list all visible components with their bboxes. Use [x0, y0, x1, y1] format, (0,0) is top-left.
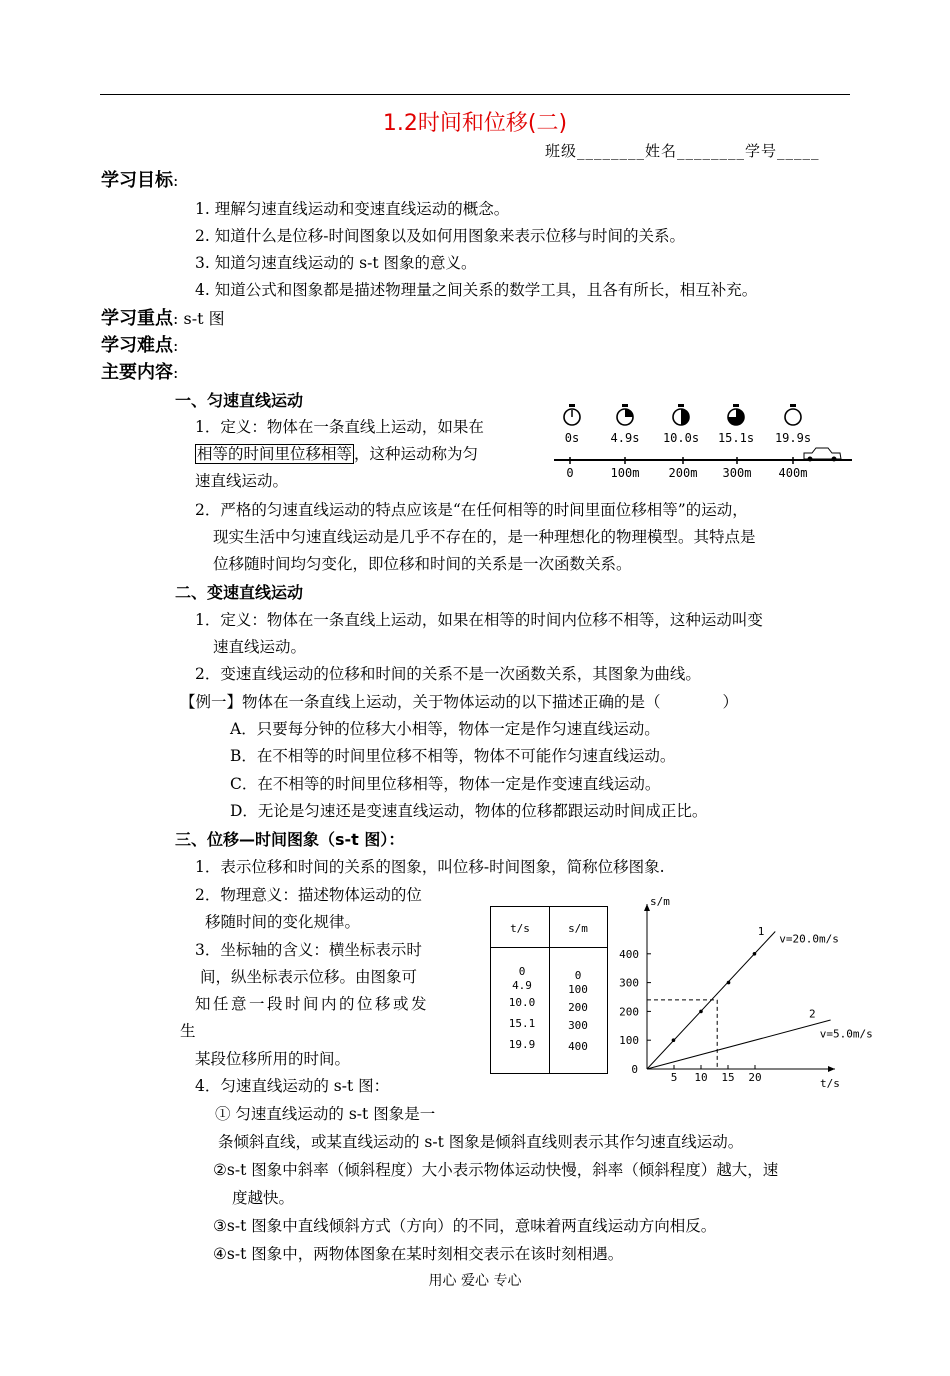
- series-2-name: 2: [809, 1007, 816, 1021]
- x-axis-label: t/s: [820, 1077, 840, 1090]
- page-title: 1.2时间和位移(二): [382, 111, 568, 136]
- table-cell-t: 4.9: [512, 979, 532, 992]
- car-icon: [804, 448, 841, 462]
- series-1-point: [753, 952, 757, 956]
- conclusion-2-line1: ②s-t 图象中斜率（倾斜程度）大小表示物体运动快慢，斜率（倾斜程度）越大，速: [213, 1161, 779, 1179]
- section2-p1-line2: 速直线运动。: [213, 638, 307, 656]
- x-tick-label: 10: [694, 1071, 708, 1084]
- section2-p2: 2．变速直线运动的位移和时间的关系不是一次函数关系，其图象为曲线。: [195, 665, 701, 683]
- section2-heading: 二、变速直线运动: [175, 583, 304, 602]
- conclusion-1-line2: 条倾斜直线，或某直线运动的 s-t 图象是倾斜直线则表示其作匀速直线运动。: [218, 1133, 744, 1151]
- distance-label: 0: [566, 466, 574, 480]
- stopwatch-timeline-figure: [552, 402, 854, 482]
- table-cell-t: 0: [518, 965, 526, 978]
- conclusion-3: ③s-t 图象中直线倾斜方式（方向）的不同，意味着两直线运动方向相反。: [213, 1217, 717, 1235]
- x-axis-arrow: [828, 1066, 835, 1072]
- conclusion-4: ④s-t 图象中，两物体图象在某时刻相交表示在该时刻相遇。: [213, 1245, 624, 1263]
- table-cell-s: 200: [568, 1001, 588, 1014]
- table-cell-t: 19.9: [508, 1038, 536, 1051]
- stopwatch-icon: [785, 404, 801, 425]
- distance-label: 400m: [778, 466, 808, 480]
- stopwatch-icon: [564, 404, 580, 425]
- y-axis-label: s/m: [650, 895, 670, 908]
- option-d: D．无论是匀速还是变速直线运动，物体的位移都跟运动时间成正比。: [230, 802, 708, 820]
- section3-p3-line1: 3．坐标轴的含义：横坐标表示时: [195, 941, 422, 959]
- x-tick-label: 20: [748, 1071, 762, 1084]
- goal-item: 1. 理解匀速直线运动和变速直线运动的概念。: [195, 200, 510, 218]
- goal-item: 2. 知道什么是位移-时间图象以及如何用图象来表示位移与时间的关系。: [195, 227, 685, 245]
- class-name-number-line: 班级________姓名________学号_____: [545, 142, 820, 160]
- stopwatch-time-label: 10.0s: [662, 431, 700, 445]
- section3-p4: 4．匀速直线运动的 s-t 图：: [195, 1077, 390, 1095]
- x-tick-label: 5: [670, 1071, 678, 1084]
- section3-p3-line3: 知任意一段时间内的位移或发: [195, 995, 430, 1013]
- section3-p1: 1．表示位移和时间的关系的图象，叫位移-时间图象，简称位移图象.: [195, 858, 665, 876]
- section3-p2-line1: 2．物理意义：描述物体运动的位: [195, 886, 422, 904]
- section3-p3-line4: 生: [180, 1022, 196, 1040]
- goal-item: 3. 知道匀速直线运动的 s-t 图象的意义。: [195, 254, 477, 272]
- table-cell-s: 0: [574, 969, 582, 982]
- distance-label: 300m: [722, 466, 752, 480]
- series-2-line: [647, 1020, 831, 1069]
- section1-p2-line1: 2．严格的匀速直线运动的特点应该是“在任何相等的时间里面位移相等”的运动，: [195, 501, 748, 519]
- series-2-velocity: v=5.0m/s: [819, 1027, 873, 1041]
- goals-heading: 学习目标:: [101, 170, 179, 191]
- time-displacement-table: [490, 906, 608, 1074]
- series-1-name: 1: [757, 925, 765, 939]
- conclusion-1-line1: ① 匀速直线运动的 s-t 图象是一: [215, 1105, 436, 1123]
- section3-heading: 三、位移—时间图象（s-t 图）：: [175, 830, 405, 849]
- series-1-line: [647, 932, 775, 1069]
- key-point-heading: 学习重点: s-t 图: [101, 308, 225, 329]
- section1-definition-line2: 相等的时间里位移相等 ，这种运动称为匀: [197, 445, 479, 463]
- table-cell-s: 300: [568, 1019, 588, 1032]
- table-header-s: s/m: [568, 922, 588, 935]
- goal-item: 4. 知道公式和图象都是描述物理量之间关系的数学工具，且各有所长，相互补充。: [195, 281, 758, 299]
- section1-definition-line3: 速直线运动。: [195, 472, 289, 490]
- table-header-t: t/s: [510, 922, 530, 935]
- table-cell-s: 100: [568, 983, 588, 996]
- section3-p3-line5: 某段位移所用的时间。: [195, 1050, 351, 1068]
- y-tick-label: 200: [619, 1005, 639, 1019]
- series-1-point: [727, 981, 731, 985]
- stopwatch-icon: [673, 404, 689, 425]
- table-cell-s: 400: [568, 1040, 588, 1053]
- distance-label: 200m: [668, 466, 698, 480]
- y-tick-label: 400: [619, 947, 639, 961]
- option-a: A．只要每分钟的位移大小相等，物体一定是作匀速直线运动。: [230, 720, 660, 738]
- stopwatch-icon: [728, 404, 744, 425]
- series-1-point: [699, 1010, 703, 1014]
- footer-motto: 用心 爱心 专心: [428, 1273, 522, 1289]
- section1-p2-line3: 位移随时间均匀变化，即位移和时间的关系是一次函数关系。: [213, 555, 632, 573]
- section1-definition: 1．定义：物体在一条直线上运动，如果在: [195, 418, 484, 436]
- difficulty-heading: 学习难点:: [101, 335, 179, 356]
- section2-p1-line1: 1．定义：物体在一条直线上运动，如果在相等的时间内位移不相等，这种运动叫变: [195, 611, 763, 629]
- section3-p3-line2: 间，纵坐标表示位移。由图象可: [200, 968, 418, 986]
- series-1-velocity: v=20.0m/s: [779, 932, 839, 946]
- series-1-point: [672, 1038, 676, 1042]
- boxed-keyphrase: 相等的时间里位移相等: [197, 445, 353, 463]
- stopwatch-time-label: 4.9s: [610, 431, 640, 445]
- stopwatch-time-label: 15.1s: [717, 431, 755, 445]
- example-label: 【例一】: [180, 693, 243, 711]
- section1-heading: 一、匀速直线运动: [175, 391, 304, 410]
- main-content-heading: 主要内容:: [101, 362, 179, 383]
- y-tick-label: 300: [619, 976, 639, 990]
- table-cell-t: 15.1: [508, 1017, 536, 1030]
- conclusion-2-line2: 度越快。: [232, 1189, 295, 1207]
- section3-p2-line2: 移随时间的变化规律。: [205, 913, 361, 931]
- section1-p2-line2: 现实生活中匀速直线运动是几乎不存在的，是一种理想化的物理模型。其特点是: [213, 528, 756, 546]
- example-question: 【例一】物体在一条直线上运动，关于物体运动的以下描述正确的是（ ）: [180, 693, 739, 711]
- option-b: B．在不相等的时间里位移不相等，物体不可能作匀速直线运动。: [230, 747, 676, 765]
- y-tick-label: 100: [619, 1034, 639, 1048]
- stopwatch-time-label: 19.9s: [774, 431, 812, 445]
- s-t-graph: [619, 892, 890, 1094]
- option-c: C．在不相等的时间里位移相等，物体一定是作变速直线运动。: [230, 775, 661, 793]
- stopwatch-time-label: 0s: [564, 431, 580, 445]
- table-cell-t: 10.0: [508, 996, 536, 1009]
- origin-label: 0: [631, 1063, 638, 1076]
- stopwatch-icon: [617, 404, 633, 425]
- header-rule: [100, 94, 850, 95]
- x-tick-label: 15: [721, 1071, 735, 1084]
- distance-label: 100m: [610, 466, 640, 480]
